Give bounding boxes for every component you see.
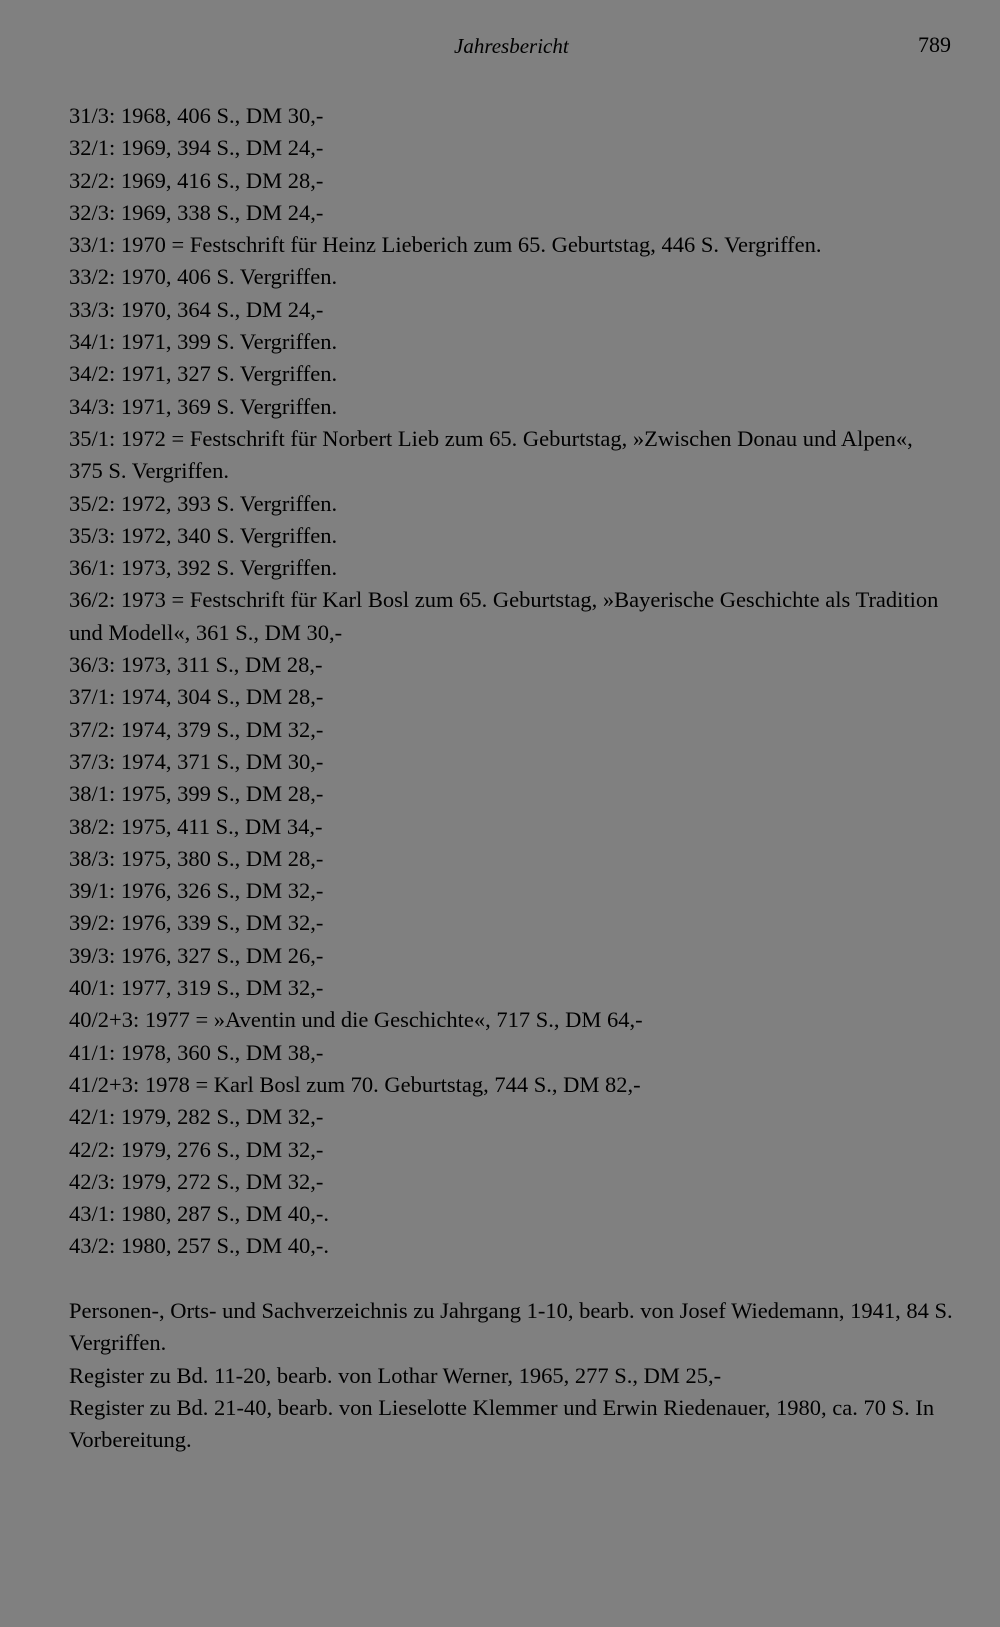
volume-entry: 32/1: 1969, 394 S., DM 24,-: [69, 135, 324, 161]
volume-entry: 33/2: 1970, 406 S. Vergriffen.: [69, 264, 338, 290]
volume-entry: 39/1: 1976, 326 S., DM 32,-: [69, 878, 324, 904]
volume-entry: 43/2: 1980, 257 S., DM 40,-.: [69, 1233, 330, 1259]
volume-entry: 32/2: 1969, 416 S., DM 28,-: [69, 167, 324, 193]
page-number: 789: [918, 32, 951, 57]
volume-entry: 34/1: 1971, 399 S. Vergriffen.: [69, 329, 338, 355]
volume-entry: 42/3: 1979, 272 S., DM 32,-: [69, 1168, 324, 1194]
volume-entry: 35/1: 1972 = Festschrift für Norbert Lieb zum 65. Geburtstag, »Zwischen Donau und Alpen«, 375 S. Vergriffen.: [69, 425, 913, 484]
volume-list: [69, 100, 949, 1263]
volume-entry: 39/3: 1976, 327 S., DM 26,-: [69, 942, 324, 968]
volume-entry: 37/1: 1974, 304 S., DM 28,-: [69, 684, 324, 710]
volume-entry: 41/2+3: 1978 = Karl Bosl zum 70. Geburtstag, 744 S., DM 82,-: [69, 1071, 641, 1097]
volume-entry: 40/1: 1977, 319 S., DM 32,-: [69, 975, 324, 1001]
volume-entry: 36/3: 1973, 311 S., DM 28,-: [69, 652, 323, 678]
volume-entry: 35/2: 1972, 393 S. Vergriffen.: [69, 490, 338, 516]
volume-entry: 39/2: 1976, 339 S., DM 32,-: [69, 910, 324, 936]
volume-entry: 34/2: 1971, 327 S. Vergriffen.: [69, 361, 338, 387]
volume-entry: 37/3: 1974, 371 S., DM 30,-: [69, 748, 324, 774]
volume-entry: 33/3: 1970, 364 S., DM 24,-: [69, 296, 324, 322]
volume-entry: 41/1: 1978, 360 S., DM 38,-: [69, 1039, 324, 1065]
volume-entry: 36/2: 1973 = Festschrift für Karl Bosl zum 65. Geburtstag, »Bayerische Geschichte als Tradition und Modell«, 361 S., DM 30,-: [69, 587, 939, 645]
volume-entry: 36/1: 1973, 392 S. Vergriffen.: [69, 555, 338, 581]
volume-entry: 42/2: 1979, 276 S., DM 32,-: [69, 1136, 324, 1162]
volume-entry: 34/3: 1971, 369 S. Vergriffen.: [69, 393, 338, 419]
register-list: [69, 1295, 953, 1456]
volume-entry: 33/1: 1970 = Festschrift für Heinz Lieberich zum 65. Geburtstag, 446 S. Vergriffen.: [69, 232, 822, 258]
register-entry: Personen-, Orts- und Sachverzeichnis zu Jahrgang 1-10, bearb. von Josef Wiedemann, 1941, 84 S. Vergriffen.: [69, 1298, 953, 1356]
register-entry: Register zu Bd. 11-20, bearb. von Lothar Werner, 1965, 277 S., DM 25,-: [69, 1362, 722, 1388]
volume-entry: 37/2: 1974, 379 S., DM 32,-: [69, 716, 324, 742]
volume-entry: 32/3: 1969, 338 S., DM 24,-: [69, 199, 324, 225]
volume-entry: 43/1: 1980, 287 S., DM 40,-.: [69, 1201, 330, 1227]
volume-entry: 38/3: 1975, 380 S., DM 28,-: [69, 845, 324, 871]
page-header: [0, 32, 1000, 62]
volume-entry: 42/1: 1979, 282 S., DM 32,-: [69, 1104, 324, 1130]
volume-entry: 38/1: 1975, 399 S., DM 28,-: [69, 781, 324, 807]
volume-entry: 31/3: 1968, 406 S., DM 30,-: [69, 103, 324, 128]
volume-entry: 35/3: 1972, 340 S. Vergriffen.: [69, 522, 338, 548]
running-title: Jahresbericht: [454, 34, 569, 58]
register-entry: Register zu Bd. 21-40, bearb. von Lieselotte Klemmer und Erwin Riedenauer, 1980, ca. 70 S. In Vorbereitung.: [69, 1394, 935, 1453]
volume-entry: 38/2: 1975, 411 S., DM 34,-: [69, 813, 323, 839]
volume-entry: 40/2+3: 1977 = »Aventin und die Geschichte«, 717 S., DM 64,-: [69, 1007, 643, 1033]
